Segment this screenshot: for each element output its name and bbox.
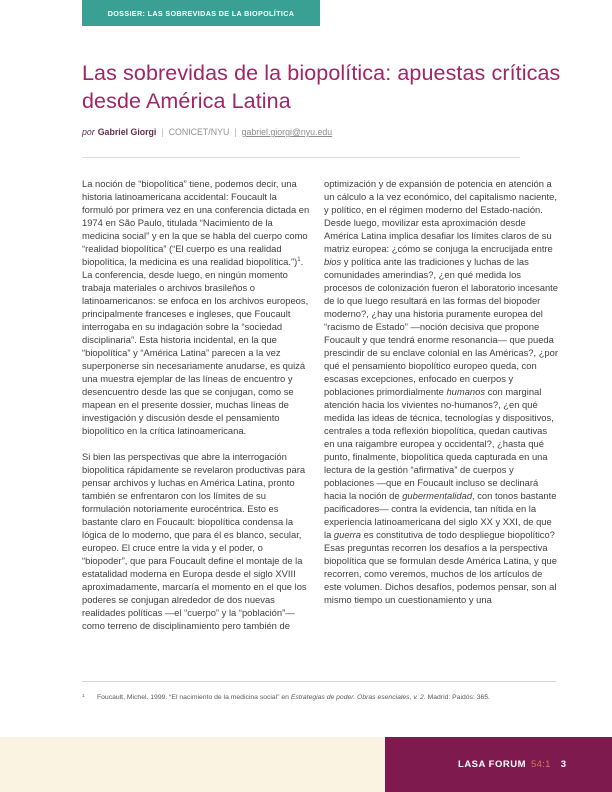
page-footer: [0, 737, 612, 792]
paragraph: La noción de “biopolítica” tiene, podemos decir, una historia latinoamericana accidental: Foucault la formuló por primera vez en una conferencia dictada en 1974 en São Paulo, titulada “Nacimiento de la medicina social” y en la que se habla del cuerpo como “realidad biopolítica” (“El cuerpo es una realidad biopolítica, la medicina es una realidad biopolítica.”)$^1$. La conferencia, desde luego, en ningún momento trabaja materiales o archivos brasileños o latinoamericanos: se enfoca en los archivos europeos, principalmente franceses e ingleses, que Foucault interrogaba en su indagación sobre la “sociedad disciplinaria”. Esta historia incidental, en la que “biopolítica” y “América Latina” parecen a la vez superponerse sin necesariamente anudarse, es quizá una muestra ejemplar de las líneas de encuentro y desencuentro desde las que se conjugan, como se mapean en el presente dossier, muchas líneas de investigación y discusión desde el pensamiento biopolítico en la crítica latinoamericana.: [82, 178, 310, 436]
byline-separator: |: [161, 127, 164, 137]
article-title: Las sobrevidas de la biopolítica: apuestas críticas desde América Latina: [82, 61, 561, 113]
byline-divider: [82, 157, 520, 158]
footnote-text: Foucault, Michel. 1999. “El nacimiento de la medicina social” en Estrategias de poder. Obras esenciales, v. 2. Madrid: Paidós: 365.: [97, 694, 490, 701]
author-email-link[interactable]: gabriel.giorgi@nyu.edu: [241, 127, 333, 137]
footer-brand-band: [385, 737, 612, 792]
footnote-marker: 1: [82, 694, 85, 699]
footnote-divider: [82, 681, 556, 682]
paragraph: Si bien las perspectivas que abre la interrogación biopolítica rápidamente se revelaron productivas para pensar archivos y luchas en América Latina, pronto también se enfrentaron con los límites de su formulación notoriamente eurocéntrica. Esto es bastante claro en Foucault: biopolítica condensa la lógica de lo moderno, que para él es blanco, secular, europeo. El cruce entre la vida y el poder, o “biopoder”, que para Foucault define el montaje de la estatalidad moderna en Europa desde el siglo XVIII aproximadamente, marcaría el momento en el que los poderes se conjugan alrededor de dos nuevas realidades políticas —el “cuerpo” y la “población”— como terreno de disciplinamiento pero también de: [82, 451, 307, 631]
page-number: 3: [560, 759, 566, 770]
body-columns: [82, 177, 558, 632]
author-affiliation: CONICET/NYU: [168, 127, 230, 137]
byline: [82, 127, 562, 137]
dossier-label: DOSSIER: LAS SOBREVIDAS DE LA BIOPOLÍTICA: [107, 8, 295, 18]
author-name: Gabriel Giorgi: [97, 127, 157, 137]
footnote: [82, 693, 562, 702]
byline-separator: |: [234, 127, 237, 137]
issue-number: 54:1: [531, 759, 551, 770]
column-left: [82, 177, 310, 632]
byline-prefix: por: [82, 127, 95, 137]
dossier-banner: [82, 0, 320, 26]
lasa-forum-label: LASA FORUM: [458, 759, 526, 770]
footer-cream-band: [0, 737, 385, 792]
paragraph: optimización y de expansión de potencia en atención a un cálculo a la vez económico, del capitalismo naciente, y político, en el régimen moderno del Estado-nación. Desde luego, movilizar esta aproximación desde América Latina implica desafiar los límites claros de su matriz europea: ¿cómo se conjuga la encrucijada entre bios y política ante las tradiciones y luchas de las comunidades amerindias?, ¿en qué medida los procesos de colonización fueron el laboratorio incesante de lo que luego resultará en las formas del biopoder moderno?, ¿hay una historia puramente europea del “racismo de Estado” —noción decisiva que propone Foucault y que tendrá enorme resonancia— que pueda prescindir de su enclave colonial en las Américas?, ¿por qué el pensamiento biopolítico europeo queda, con escasas excepciones, enfocado en cuerpos y poblaciones primordialmente humanos con marginal atención hacia los vivientes no-humanos?, ¿en qué medida las ideas de técnica, tecnologías y dispositivos, centrales a toda reflexión biopolítica, quedan cautivas en una raigambre europea y occidental?, ¿hasta qué punto, finalmente, biopolítica queda capturada en una lectura de la gestión “afirmativa” de cuerpos y poblaciones —que en Foucault incluso se declinará hacia la noción de gubermentalidad, con tonos bastante pacificadores— contra la evidencia, tan nítida en la experiencia latinoamericana del siglo XX y XXI, de que la guerra es constitutiva de todo despliegue biopolítico? Esas preguntas recorren los desafíos a la perspectiva biopolítica que se formulan desde América Latina, y que recorren, como veremos, muchos de los artículos de este volumen. Dichos desafíos, podemos pensar, son al mismo tiempo un cuestionamiento y una: [324, 178, 558, 605]
column-right: [324, 177, 558, 632]
